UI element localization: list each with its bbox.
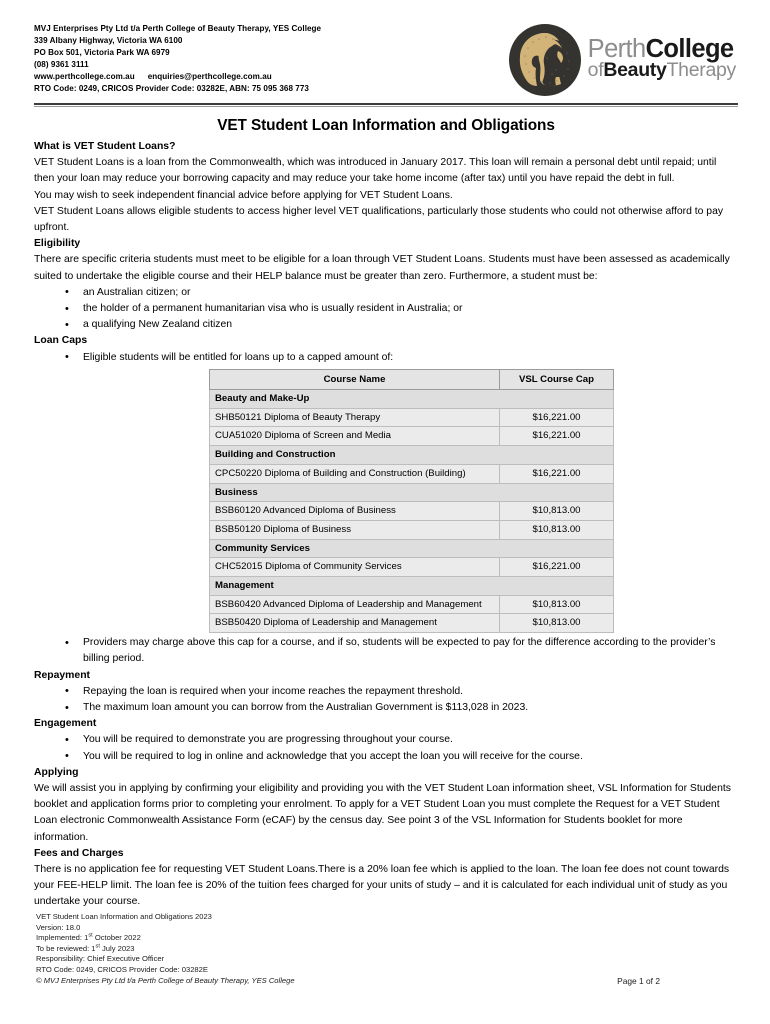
footer-review-date: To be reviewed: 1st July 2023: [36, 943, 135, 953]
course-name: BSB60420 Advanced Diploma of Leadership and Management: [210, 595, 500, 614]
logo-face-icon: [509, 24, 581, 96]
table-row: [210, 520, 614, 539]
course-name: BSB50120 Diploma of Business: [210, 520, 500, 539]
phone-number: (08) 9361 3111: [34, 60, 89, 70]
address-line-2: 339 Albany Highway, Victoria WA 6100: [34, 36, 183, 46]
list-item: • an Australian citizen; or: [34, 285, 738, 301]
course-caps-table: [209, 369, 614, 633]
footer-bottom-row: [36, 976, 738, 987]
loan-caps-after-list: [34, 635, 738, 667]
heading-engagement: Engagement: [34, 718, 97, 730]
table-row: [210, 595, 614, 614]
table-header-row: [210, 369, 614, 389]
table-row: [210, 502, 614, 521]
footer-rto-code: RTO Code: 0249, CRICOS Provider Code: 03282E: [36, 964, 208, 974]
course-cap: $10,813.00: [500, 614, 614, 633]
course-cap: $16,221.00: [500, 558, 614, 577]
list-item: • Providers may charge above this cap for a course, and if so, students will be expected to pay for the difference according to the provider’s billing period.: [34, 635, 738, 667]
header-divider: [34, 103, 738, 107]
course-name: BSB60120 Advanced Diploma of Business: [210, 502, 500, 521]
paragraph-what-is-2: You may wish to seek independent financial advice before applying for VET Student Loans.: [34, 189, 453, 201]
course-name: BSB50420 Diploma of Leadership and Management: [210, 614, 500, 633]
course-name: CUA51020 Diploma of Screen and Media: [210, 427, 500, 446]
course-cap: $16,221.00: [500, 427, 614, 446]
logo-of: of: [587, 58, 604, 81]
course-cap: $16,221.00: [500, 464, 614, 483]
list-item: • You will be required to log in online and acknowledge that you accept the loan you will receive for the course.: [34, 749, 738, 765]
page-title: VET Student Loan Information and Obligations: [217, 117, 555, 134]
heading-applying: Applying: [34, 766, 79, 778]
heading-repayment: Repayment: [34, 669, 91, 681]
table-row: [210, 446, 614, 465]
table-row: [210, 408, 614, 427]
course-cap: $10,813.00: [500, 595, 614, 614]
category-name: Beauty and Make-Up: [210, 390, 614, 409]
column-header-course-name: Course Name: [210, 369, 500, 389]
logo-beauty: Beauty: [603, 58, 667, 81]
footer-copyright: © MVJ Enterprises Pty Ltd t/a Perth College of Beauty Therapy, YES College: [36, 976, 295, 986]
category-name: Business: [210, 483, 614, 502]
category-name: Building and Construction: [210, 446, 614, 465]
footer-implemented: Implemented: 1st October 2022: [36, 932, 141, 943]
paragraph-fees-1: There is no application fee for requesting VET Student Loans.There is a 20% loan fee which is applied to the loan. The loan fee does not count towards your FEE-HELP limit. The loan fee is 20% of the tuition fees charged for your units of study – and it is calculated for each individual unit of study as you undertake your course.: [34, 864, 730, 908]
list-item: • The maximum loan amount you can borrow from the Australian Government is $113,028 in 2023.: [34, 700, 738, 716]
logo-therapy: Therapy: [666, 58, 736, 81]
paragraph-what-is-3: VET Student Loans allows eligible students to access higher level VET qualifications, particularly those students who could not otherwise afford to pay upfront.: [34, 205, 724, 234]
table-row: [210, 577, 614, 596]
footer-version: Version: 18.0: [36, 922, 81, 932]
paragraph-eligibility-1: There are specific criteria students must meet to be eligible for a loan through VET Student Loans. Students must have been assessed as academically suited to undertake the eligible course and their HELP balance must be greater than zero. Furthermore, a student must be:: [34, 254, 730, 282]
page-footer: [36, 912, 738, 987]
column-header-vsl-course-cap: VSL Course Cap: [500, 369, 614, 389]
list-item: • Eligible students will be entitled for loans up to a capped amount of:: [34, 350, 738, 366]
list-item: • the holder of a permanent humanitarian visa who is usually resident in Australia; or: [34, 301, 738, 317]
course-cap: $16,221.00: [500, 408, 614, 427]
table-row: [210, 558, 614, 577]
heading-what-is-vet-student-loans: What is VET Student Loans?: [34, 141, 176, 152]
heading-loan-caps: Loan Caps: [34, 335, 88, 347]
course-name: CHC52015 Diploma of Community Services: [210, 558, 500, 577]
category-name: Management: [210, 577, 614, 596]
list-item: • a qualifying New Zealand citizen: [34, 317, 738, 333]
page-number: Page 1 of 2: [617, 976, 660, 987]
list-item: • Repaying the loan is required when your income reaches the repayment threshold.: [34, 684, 738, 700]
contact-links: [34, 71, 321, 83]
table-row: [210, 464, 614, 483]
website-link[interactable]: www.perthcollege.com.au: [34, 72, 135, 82]
registration-codes: RTO Code: 0249, CRICOS Provider Code: 03282E, ABN: 75 095 368 773: [34, 84, 309, 94]
table-row: [210, 539, 614, 558]
address-line-3: PO Box 501, Victoria Park WA 6979: [34, 48, 170, 58]
logo-college: College: [645, 35, 734, 64]
loan-caps-intro-list: [34, 350, 738, 366]
repayment-bullet-list: [34, 684, 738, 716]
address-line-1: MVJ Enterprises Pty Ltd t/a Perth College of Beauty Therapy, YES College: [34, 24, 322, 33]
footer-responsibility: Responsibility: Chief Executive Officer: [36, 954, 165, 964]
table-row: [210, 427, 614, 446]
college-logo: [509, 24, 738, 96]
course-cap: $10,813.00: [500, 520, 614, 539]
table-row: [210, 614, 614, 633]
course-caps-table-body: [210, 390, 614, 633]
page-header: [34, 22, 738, 96]
eligibility-bullet-list: [34, 285, 738, 334]
table-row: [210, 483, 614, 502]
email-link[interactable]: enquiries@perthcollege.com.au: [147, 72, 272, 82]
footer-document-name: VET Student Loan Information and Obligations 2023: [36, 912, 212, 921]
organisation-address: [34, 22, 321, 95]
course-name: CPC50220 Diploma of Building and Construction (Building): [210, 464, 500, 483]
logo-perth: Perth: [587, 35, 646, 64]
paragraph-what-is-1: VET Student Loans is a loan from the Commonwealth, which was introduced in January 2017. This loan will remain a personal debt until repaid; until then your loan may reduce your borrowing capacity and may reduce your take home income (after tax) until you have repaid the debt in full.: [34, 157, 717, 185]
category-name: Community Services: [210, 539, 614, 558]
engagement-bullet-list: [34, 732, 738, 764]
course-cap: $10,813.00: [500, 502, 614, 521]
paragraph-applying-1: We will assist you in applying by confirming your eligibility and providing you with the VET Student Loan information sheet, VSL Information for Students booklet and application forms prior to completing your enrolment. To apply for a VET Student Loan you must complete the Request for a VET Student Loan electronic Commonwealth Assistance Form (eCAF) by the census day. See point 3 of the VSL Information for Students booklet for more information.: [34, 783, 731, 843]
logo-wordmark: [587, 35, 736, 82]
heading-fees-and-charges: Fees and Charges: [34, 847, 124, 859]
table-row: [210, 390, 614, 409]
course-caps-table-container: [34, 369, 738, 633]
heading-eligibility: Eligibility: [34, 238, 81, 250]
course-name: SHB50121 Diploma of Beauty Therapy: [210, 408, 500, 427]
list-item: • You will be required to demonstrate you are progressing throughout your course.: [34, 732, 738, 748]
